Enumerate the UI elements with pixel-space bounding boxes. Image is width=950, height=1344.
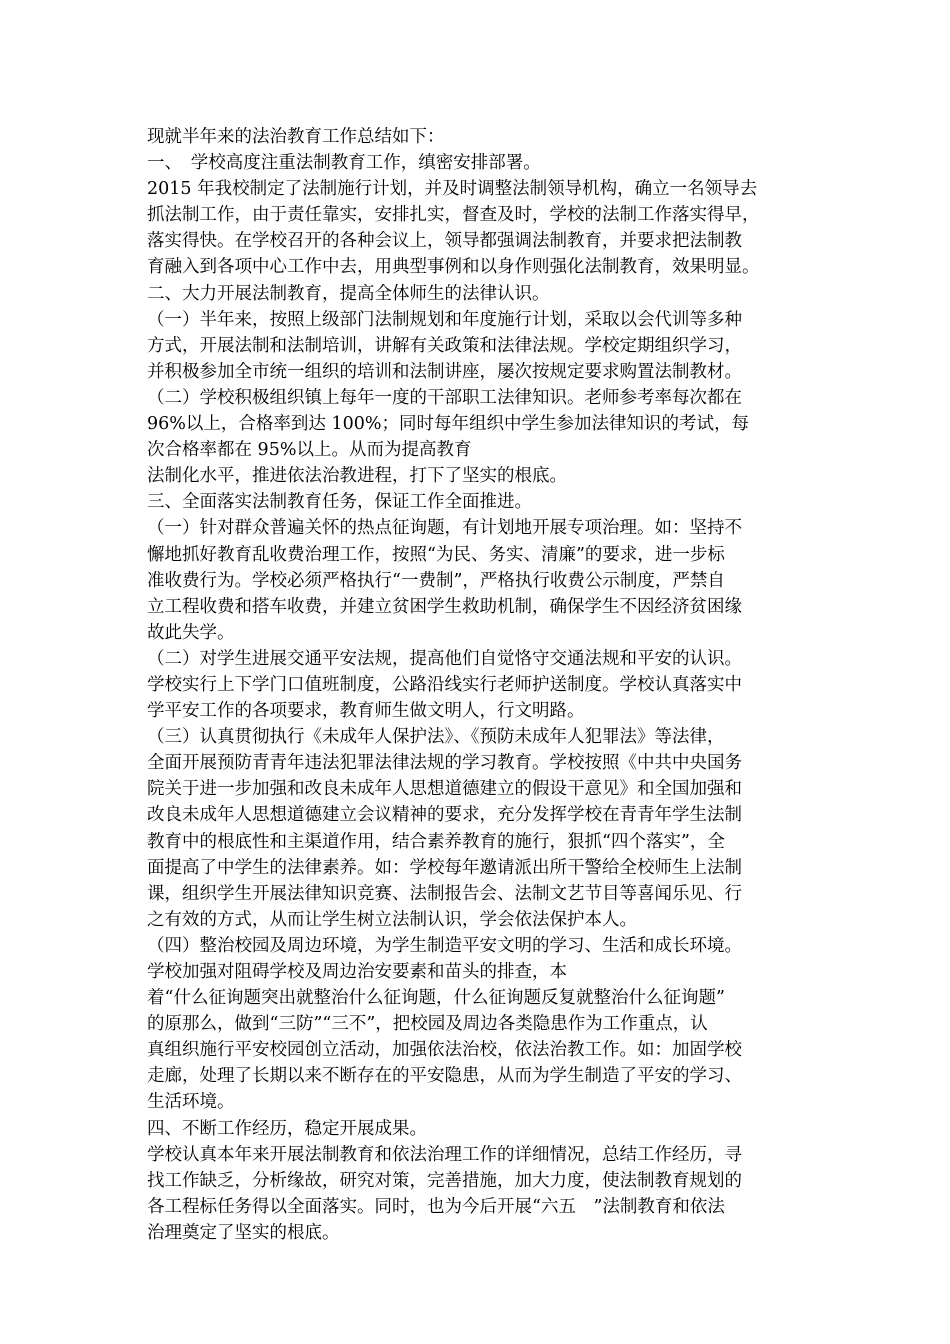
text-line: 学平安工作的各项要求，教育师生做文明人，行文明路。: [147, 701, 585, 722]
text-line: 育融入到各项中心工作中去，用典型事例和以身作则强化法制教育，效果明显。: [147, 257, 760, 278]
text-line: 四、不断工作经历，稳定开展成果。: [147, 1118, 427, 1139]
text-line: 走廊，处理了长期以来不断存在的平安隐患，从而为学生制造了平安的学习、: [147, 1066, 742, 1087]
text-line: 全面开展预防青青年违法犯罪法律法规的学习教育。学校按照《中共中央国务: [147, 753, 742, 774]
text-line: 学校实行上下学门口值班制度，公路沿线实行老师护送制度。学校认真落实中: [147, 674, 742, 695]
text-line: 生活环境。: [147, 1092, 235, 1113]
text-line: 院关于进一步加强和改良未成年人思想道德建立的假设干意见》和全国加强和: [147, 779, 742, 800]
text-line: 治理奠定了坚实的根底。: [147, 1222, 340, 1243]
text-line: （三）认真贯彻执行《未成年人保护法》、《预防未成年人犯罪法》等法律，: [147, 727, 725, 748]
text-line: 学校加强对阻碍学校及周边治安要素和苗头的排查，本: [147, 962, 567, 982]
text-line: 课，组织学生开展法律知识竞赛、法制报告会、法制文艺节目等喜闻乐见、行: [147, 883, 742, 904]
document-body: [147, 124, 819, 1246]
text-line: 面提高了中学生的法律素养。如：学校每年邀请派出所干警给全校师生上法制: [147, 857, 742, 878]
text-line: （一）针对群众普遍关怀的热点征询题，有计划地开展专项治理。如：坚持不: [147, 518, 742, 539]
text-line: 真组织施行平安校园创立活动，加强依法治校，依法治教工作。如：加固学校: [147, 1040, 742, 1061]
text-line: 落实得快。在学校召开的各种会议上，领导都强调法制教育，并要求把法制教: [147, 231, 742, 252]
text-line: 学校认真本年来开展法制教育和依法治理工作的详细情况，总结工作经历，寻: [147, 1144, 742, 1165]
text-line: 教育中的根底性和主渠道作用，结合素养教育的施行，狠抓“四个落实”，全: [147, 831, 725, 852]
text-line: （一）半年来，按照上级部门法制规划和年度施行计划，采取以会代训等多种: [147, 309, 742, 330]
text-line: 故此失学。: [147, 622, 235, 643]
text-line: 懈地抓好教育乱收费治理工作，按照“为民、务实、清廉”的要求，进一步标: [147, 544, 725, 565]
text-line: 着“什么征询题突出就整治什么征询题，什么征询题反复就整治什么征询题”: [147, 988, 725, 1009]
text-line: 抓法制工作，由于责任靠实，安排扎实，督查及时，学校的法制工作落实得早，: [147, 205, 760, 226]
text-line: 的原那么，做到“三防”“三不”，把校园及周边各类隐患作为工作重点，认: [147, 1014, 708, 1035]
text-line: 三、全面落实法制教育任务，保证工作全面推进。: [147, 492, 532, 513]
text-line: 各工程标任务得以全面落实。同时，也为今后开展“六五 ”法制教育和依法: [147, 1196, 725, 1217]
text-line: 96%以上，合格率到达 100%；同时每年组织中学生参加法律知识的考试，每: [147, 414, 749, 435]
text-line: （四）整治校园及周边环境，为学生制造平安文明的学习、生活和成长环境。: [147, 935, 742, 956]
text-line: 法制化水平，推进依法治教进程，打下了坚实的根底。: [147, 466, 567, 487]
text-line: 立工程收费和搭车收费，并建立贫困学生救助机制，确保学生不因经济贫困缘: [147, 596, 742, 617]
text-line: （二）学校积极组织镇上每年一度的干部职工法律知识。老师参考率每次都在: [147, 387, 742, 408]
text-line: 之有效的方式，从而让学生树立法制认识，学会依法保护本人。: [147, 909, 637, 930]
text-line: 并积极参加全市统一组织的培训和法制讲座，屡次按规定要求购置法制教材。: [147, 361, 742, 382]
text-line: 改良未成年人思想道德建立会议精神的要求，充分发挥学校在青青年学生法制: [147, 805, 742, 826]
text-line: 找工作缺乏，分析缘故，研究对策，完善措施，加大力度，使法制教育规划的: [147, 1170, 742, 1191]
text-line: 2015 年我校制定了法制施行计划，并及时调整法制领导机构，确立一名领导去: [147, 179, 758, 200]
text-line: 方式，开展法制和法制培训，讲解有关政策和法律法规。学校定期组织学习，: [147, 335, 742, 356]
text-line: 现就半年来的法治教育工作总结如下：: [147, 127, 445, 147]
text-line: 准收费行为。学校必须严格执行“一费制”，严格执行收费公示制度，严禁自: [147, 570, 725, 591]
text-line: 二、大力开展法制教育，提高全体师生的法律认识。: [147, 283, 550, 304]
text-line: 次合格率都在 95%以上。从而为提高教育: [147, 440, 472, 461]
text-line: 一、 学校高度注重法制教育工作，缜密安排部署。: [147, 153, 541, 174]
text-line: （二）对学生进展交通平安法规，提高他们自觉恪守交通法规和平安的认识。: [147, 648, 742, 669]
